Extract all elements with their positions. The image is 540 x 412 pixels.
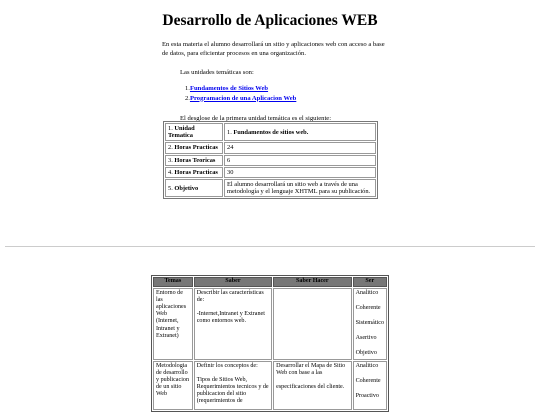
row-label: 3. Horas Teoricas xyxy=(165,155,223,166)
table-row xyxy=(153,361,387,411)
row-label: 1. Unidad Tematica xyxy=(165,123,223,141)
section-divider xyxy=(5,246,535,247)
table-row xyxy=(165,179,376,197)
cell-saber: Describir las características de: -Internet,Intranet y Extranet como entornos web. xyxy=(194,288,272,360)
row-value: 6 xyxy=(224,155,376,166)
col-header-saber: Saber xyxy=(194,277,272,287)
header-row xyxy=(153,277,387,287)
intro-paragraph: En esta materia el alumno desarrollará un sitio y aplicaciones web con acceso a base de datos, para eficientar procesos en una organización. xyxy=(162,41,385,57)
unit-number: 2. xyxy=(185,94,190,102)
units-list xyxy=(185,84,296,103)
cell-saber-hacer: Desarrollar el Mapa de Sitio Web con base a las especificaciones del cliente. xyxy=(273,361,351,411)
row-label: 4. Horas Practicas xyxy=(165,167,223,178)
units-intro: Las unidades temáticas son: xyxy=(180,69,254,76)
table-row xyxy=(165,155,376,166)
cell-tema: Entorno de las aplicaciones Web (Internet, Intranet y Extranet) xyxy=(153,288,193,360)
cell-saber-hacer xyxy=(273,288,351,360)
cell-ser: Analitico Coherente Sistemático Asertivo Objetivo xyxy=(353,288,387,360)
unit-item xyxy=(185,94,296,104)
breakdown-intro: El desglose de la primera unidad temática es el siguiente: xyxy=(180,115,332,122)
unit-table xyxy=(163,121,378,199)
table-row xyxy=(165,167,376,178)
cell-tema: Metodologia de desarrollo y publicacion de un sitio Web xyxy=(153,361,193,411)
unit-number: 1. xyxy=(185,85,190,92)
table-row xyxy=(153,288,387,360)
row-value: 30 xyxy=(224,167,376,178)
table-row xyxy=(165,142,376,153)
row-label: 5. Objetivo xyxy=(165,179,223,197)
row-value: 1. Fundamentos de sitios web. xyxy=(224,123,376,141)
row-label: 2. Horas Practicas xyxy=(165,142,223,153)
skills-table xyxy=(151,275,389,412)
col-header-ser: Ser xyxy=(353,277,387,287)
col-header-temas: Temas xyxy=(153,277,193,287)
cell-ser: Analitico Coherente Proactivo xyxy=(353,361,387,411)
unit-link-fundamentos[interactable]: Fundamentos de Sitios Web xyxy=(189,85,269,92)
table-row xyxy=(165,123,376,141)
row-value: El alumno desarrollará un sitio web a través de una metodología y el lenguaje XHTML para su publicación. xyxy=(224,179,376,197)
page-title: Desarrollo de Aplicaciones WEB xyxy=(162,12,378,29)
col-header-saber-hacer: Saber Hacer xyxy=(273,277,351,287)
unit-link-programacion[interactable]: Programacion de una Aplicacion Web xyxy=(189,94,297,102)
unit-item xyxy=(185,84,296,94)
row-value: 24 xyxy=(224,142,376,153)
cell-saber: Definir los conceptos de: Tipos de Sitios Web, Requerimientos tecnicos y de publicacion del sitio (requerimientos de xyxy=(194,361,272,411)
